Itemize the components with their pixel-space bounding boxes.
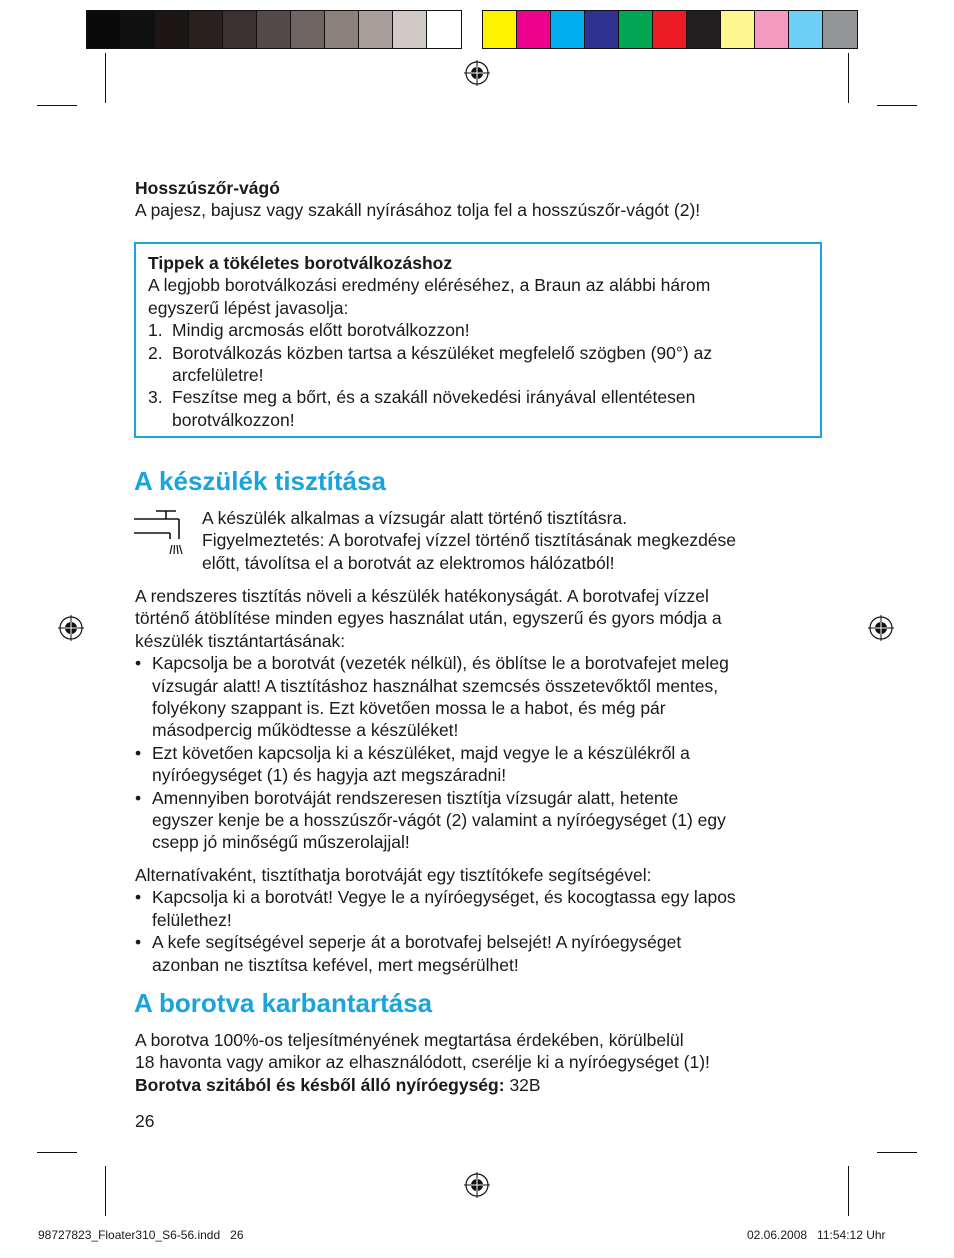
color-swatch xyxy=(291,11,325,48)
cleaning-heading: A készülék tisztítása xyxy=(134,466,386,496)
crop-mark xyxy=(37,105,77,106)
list-item-line: Kapcsolja ki a borotvát! Vegye le a nyíróegységet, és kocogtassa egy lapos xyxy=(152,887,736,908)
color-swatch xyxy=(87,11,121,48)
maintenance-heading: A borotva karbantartása xyxy=(134,988,433,1018)
crop-mark xyxy=(848,1166,849,1216)
footer-file: 98727823_Floater310_S6-56.indd 26 xyxy=(38,1228,244,1242)
crop-mark xyxy=(105,53,106,103)
cleaning-alternative xyxy=(135,864,736,976)
bullet-glyph: • xyxy=(135,742,142,763)
list-item-line: A kefe segítségével seperje át a borotvafej belsejét! A nyíróegységet xyxy=(152,932,682,953)
list-item-line: felülethez! xyxy=(152,909,232,930)
tips-item-number: 3. xyxy=(148,387,163,408)
list-item-line: Ezt követően kapcsolja ki a készüléket, majd vegye le a készülékről a xyxy=(152,742,690,763)
color-swatch xyxy=(619,11,653,48)
color-swatch xyxy=(325,11,359,48)
water-tap-icon xyxy=(134,509,188,559)
list-item-line: nyíróegységet (1) és hagyja azt megszáradni! xyxy=(152,765,507,786)
cleaning-warning-line: előtt, távolítsa el a borotvát az elektromos hálózatból! xyxy=(202,552,615,573)
part-info xyxy=(135,1074,710,1096)
tips-item-number: 1. xyxy=(148,320,163,341)
maintenance-body xyxy=(135,1029,710,1096)
tips-intro-line: A legjobb borotválkozási eredmény eléréséhez, a Braun az alábbi három xyxy=(148,275,711,296)
registration-mark-icon xyxy=(58,615,84,641)
tips-item-text: arcfelületre! xyxy=(172,365,264,386)
cleaning-warning xyxy=(202,507,736,574)
tips-item-continuation xyxy=(148,409,808,431)
list-item-line: Kapcsolja be a borotvát (vezeték nélkül), és öblítse le a borotvafejet meleg xyxy=(152,653,729,674)
color-swatch xyxy=(823,11,857,48)
color-swatch xyxy=(189,11,223,48)
color-swatch xyxy=(155,11,189,48)
cleaning-intro-line: készülék tisztántartásának: xyxy=(135,630,346,651)
tips-intro-line: egyszerű lépést javasolja: xyxy=(148,297,349,318)
crop-mark xyxy=(877,105,917,106)
color-swatch xyxy=(121,11,155,48)
alt-intro: Alternatívaként, tisztíthatja borotváját egy tisztítókefe segítségével: xyxy=(135,865,652,885)
hair-trimmer-body: A pajesz, bajusz vagy szakáll nyírásához tolja fel a hosszúszőr-vágót (2)! xyxy=(135,200,701,221)
color-swatch xyxy=(721,11,755,48)
list-item xyxy=(135,931,736,976)
crop-mark xyxy=(877,1152,917,1153)
bullet-glyph: • xyxy=(135,932,142,953)
hair-trimmer-section xyxy=(135,177,700,222)
tips-item xyxy=(148,319,808,341)
tips-item-continuation xyxy=(148,364,808,386)
color-swatch xyxy=(517,11,551,48)
maintenance-line: 18 havonta vagy amikor az elhasználódott, cserélje ki a nyíróegységet (1)! xyxy=(135,1052,710,1073)
list-item xyxy=(135,886,736,931)
hair-trimmer-title: Hosszúszőr-vágó xyxy=(135,178,280,198)
list-item-line: egyszer kenje be a hosszúszőr-vágót (2) valamint a nyíróegységet (1) egy xyxy=(152,810,726,831)
color-swatch xyxy=(393,11,427,48)
list-item xyxy=(135,652,729,742)
color-swatch xyxy=(585,11,619,48)
registration-mark-icon xyxy=(464,1172,490,1198)
list-item-line: csepp jó minőségű műszerolajjal! xyxy=(152,832,410,853)
bullet-glyph: • xyxy=(135,653,142,674)
tips-item-text: Borotválkozás közben tartsa a készüléket megfelelő szögben (90°) az xyxy=(172,342,713,363)
list-item-line: másodpercig működtesse a készüléket! xyxy=(152,720,459,741)
maintenance-line: A borotva 100%-os teljesítményének megtartása érdekében, körülbelül xyxy=(135,1030,684,1050)
color-calibration-bar-right xyxy=(482,10,858,49)
list-item-line: vízsugár alatt! A tisztításhoz használhat szemcsés összetevőktől mentes, xyxy=(152,675,719,696)
list-item xyxy=(135,787,729,854)
page-number: 26 xyxy=(135,1111,155,1131)
cleaning-warning-line: Figyelmeztetés: A borotvafej vízzel történő tisztításának megkezdése xyxy=(202,530,737,551)
color-calibration-bar-left xyxy=(86,10,462,49)
footer-date: 02.06.2008 11:54:12 Uhr xyxy=(747,1228,886,1242)
cleaning-warning-line: A készülék alkalmas a vízsugár alatt történő tisztításra. xyxy=(202,508,628,528)
crop-mark xyxy=(105,1166,106,1216)
color-swatch xyxy=(257,11,291,48)
color-swatch xyxy=(483,11,517,48)
tips-title: Tippek a tökéletes borotválkozáshoz xyxy=(148,253,453,273)
registration-mark-icon xyxy=(464,60,490,86)
color-swatch xyxy=(223,11,257,48)
color-swatch xyxy=(551,11,585,48)
tips-box xyxy=(134,242,822,438)
color-swatch xyxy=(427,11,461,48)
tips-item xyxy=(148,342,808,364)
crop-mark xyxy=(37,1152,77,1153)
tips-item xyxy=(148,386,808,408)
part-value: 32B xyxy=(509,1074,541,1095)
cleaning-body xyxy=(135,585,729,854)
cleaning-intro-line: A rendszeres tisztítás növeli a készülék hatékonyságát. A borotvafej vízzel xyxy=(135,586,709,606)
cleaning-intro-line: történő átöblítése minden egyes használat után, egyszerű és gyors módja a xyxy=(135,608,722,629)
tips-item-text: Feszítse meg a bőrt, és a szakáll növekedési irányával ellentétesen xyxy=(172,387,696,408)
list-item-line: azonban ne tisztítsa kefével, mert megsérülhet! xyxy=(152,954,519,975)
color-swatch xyxy=(755,11,789,48)
bullet-glyph: • xyxy=(135,887,142,908)
crop-mark xyxy=(848,53,849,103)
color-swatch xyxy=(359,11,393,48)
list-item-line: folyékony szappant is. Ezt követően mossa le a habot, és még pár xyxy=(152,698,666,719)
bullet-glyph: • xyxy=(135,787,142,808)
tips-item-number: 2. xyxy=(148,342,163,363)
tips-item-text: borotválkozzon! xyxy=(172,409,295,430)
color-swatch xyxy=(653,11,687,48)
list-item-line: Amennyiben borotváját rendszeresen tisztítja vízsugár alatt, hetente xyxy=(152,787,679,808)
registration-mark-icon xyxy=(868,615,894,641)
part-label: Borotva szitából és késből álló nyíróegység: xyxy=(135,1074,505,1095)
color-swatch xyxy=(789,11,823,48)
color-swatch xyxy=(687,11,721,48)
list-item xyxy=(135,742,729,787)
tips-item-text: Mindig arcmosás előtt borotválkozzon! xyxy=(172,320,470,341)
